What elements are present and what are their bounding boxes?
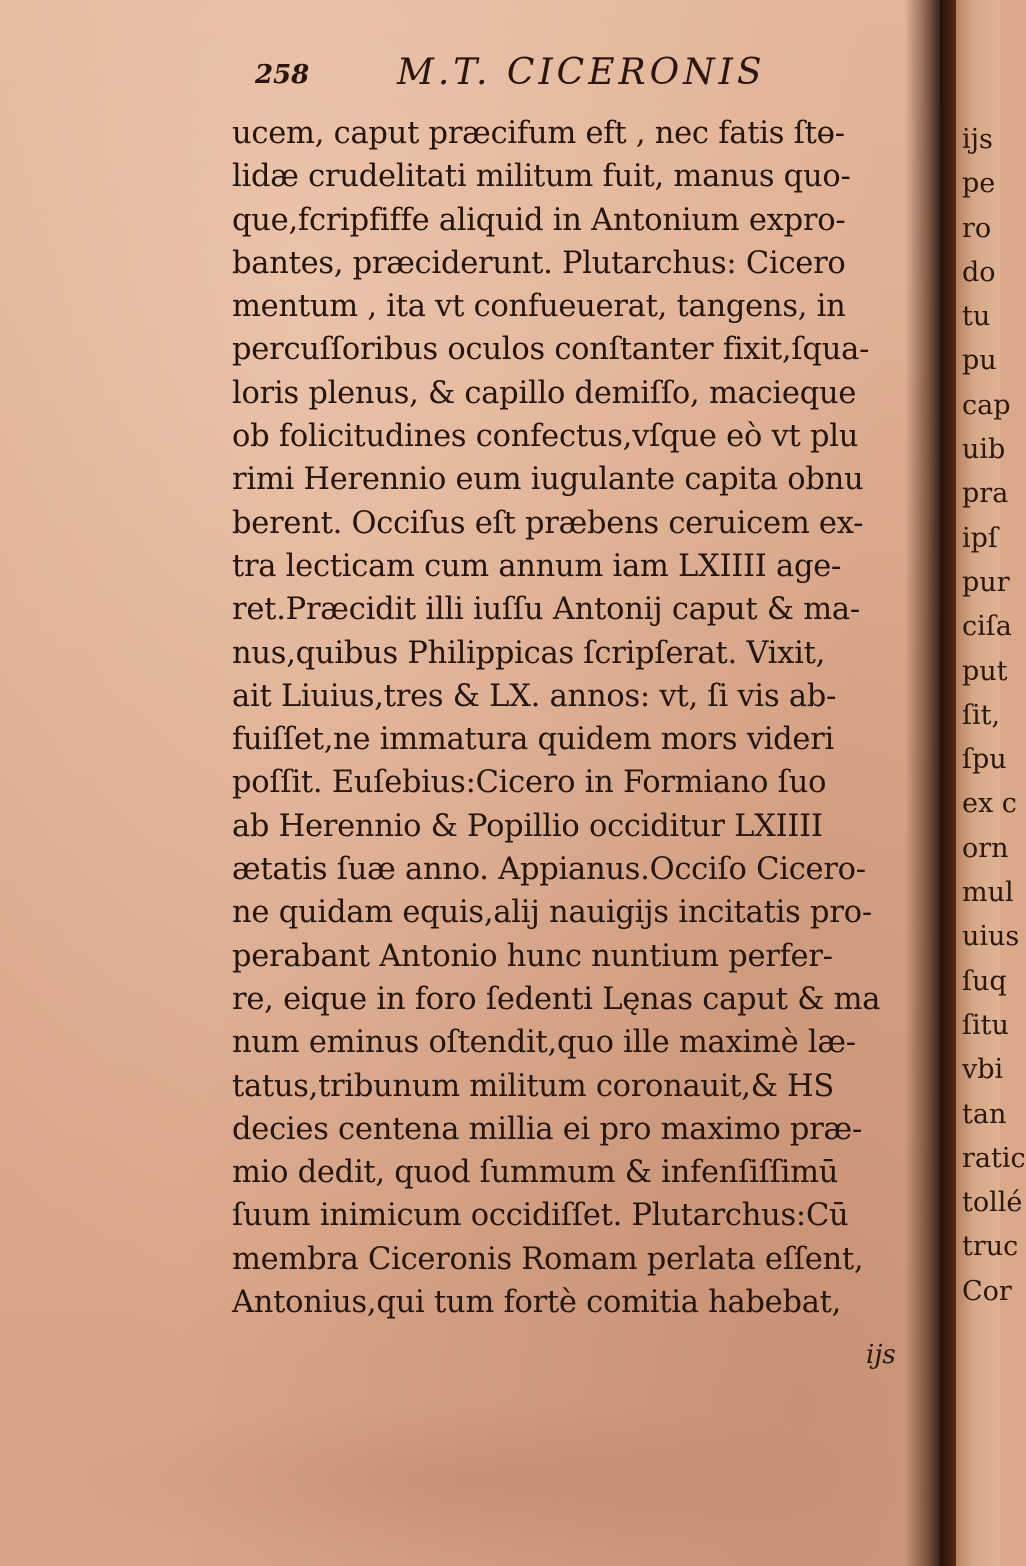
text-line: ait Liuius,tres & LX. annos: vt, ſi vis ab- — [232, 678, 837, 714]
facing-line: ciſa — [962, 611, 1012, 643]
catchword: ijs — [866, 1340, 896, 1370]
text-line: ab Herennio & Popillio occiditur LXIIII — [232, 808, 823, 844]
facing-line: tan — [962, 1098, 1007, 1130]
facing-line: pur — [962, 566, 1010, 598]
text-line: mio dedit, quod ſummum & infenſiſſimū — [232, 1155, 839, 1191]
text-line: re, eique in foro ſedenti Lęnas caput & ma — [232, 981, 881, 1017]
facing-line: tu — [962, 301, 991, 333]
facing-line: mul — [962, 877, 1014, 909]
text-line: percuſſoribus oculos conſtanter fixit,ſqua- — [232, 332, 870, 368]
facing-line: Cor — [962, 1275, 1012, 1307]
facing-line: tollé — [962, 1187, 1023, 1219]
text-line: tra lecticam cum annum iam LXIIII age- — [232, 548, 842, 584]
text-line: fuiſſet,ne immatura quidem mors videri — [232, 722, 835, 758]
facing-line: ipſ — [962, 522, 998, 554]
facing-page-edge — [956, 0, 1026, 1566]
facing-line: truc — [962, 1231, 1019, 1263]
facing-line: pu — [962, 345, 997, 377]
text-line: lidæ crudelitati militum fuit, manus quo- — [232, 159, 851, 195]
facing-line: pe — [962, 168, 996, 200]
text-line: membra Ciceronis Romam perlata eſſent, — [232, 1241, 864, 1277]
text-line: decies centena millia ei pro maximo præ- — [232, 1111, 863, 1147]
page-number: 258 — [255, 60, 310, 90]
facing-line: ſuq — [962, 965, 1007, 997]
facing-page-text — [962, 118, 1026, 1314]
facing-line: orn — [962, 832, 1009, 864]
text-line: num eminus oſtendit,quo ille maximè læ- — [232, 1025, 856, 1061]
facing-line: ſitu — [962, 1009, 1009, 1041]
text-line: ne quidam equis,alij nauigijs incitatis pro- — [232, 895, 872, 931]
page-header — [255, 52, 855, 102]
text-line: bantes, præciderunt. Plutarchus: Cicero — [232, 245, 846, 281]
facing-line: cap — [962, 389, 1011, 421]
facing-line: ijs — [962, 124, 993, 155]
book-spine — [940, 0, 956, 1566]
facing-line: uius — [962, 921, 1020, 953]
text-line: ret.Præcidit illi iuſſu Antonij caput & ma- — [232, 592, 860, 628]
text-line: ob folicitudines confectus,vſque eò vt plu — [232, 419, 859, 455]
running-head: M.T. CICERONIS — [397, 52, 766, 93]
facing-line: vbi — [962, 1054, 1004, 1086]
text-line: ucem, caput præcifum eft , nec fatis ſtɵ- — [232, 116, 845, 151]
facing-line: ſit, — [962, 699, 1001, 731]
text-line: que,fcripfiffe aliquid in Antonium expro- — [232, 202, 846, 238]
facing-line: ex c — [962, 788, 1017, 820]
text-line: loris plenus, & capillo demiſſo, macieque — [232, 375, 857, 411]
text-line: mentum , ita vt confueuerat, tangens, in — [232, 289, 846, 325]
page-gutter-shadow — [905, 0, 945, 1566]
text-line: rimi Herennio eum iugulante capita obnu — [232, 462, 864, 498]
text-line: nus,quibus Philippicas ſcripſerat. Vixit, — [232, 635, 826, 671]
body-text — [232, 112, 922, 1324]
text-line: poſſit. Euſebius:Cicero in Formiano ſuo — [232, 765, 827, 801]
facing-line: ro — [962, 212, 992, 244]
facing-line: put — [962, 655, 1008, 687]
facing-line: ratic — [962, 1142, 1026, 1174]
text-line: perabant Antonio hunc nuntium perfer- — [232, 938, 833, 974]
facing-line: ſpu — [962, 744, 1007, 776]
paper-stain — [60, 1400, 880, 1560]
text-line: ætatis ſuæ anno. Appianus.Occiſo Cicero- — [232, 852, 866, 888]
facing-line: do — [962, 256, 996, 288]
text-line: berent. Occiſus eſt præbens ceruicem ex- — [232, 505, 864, 541]
facing-line: uib — [962, 434, 1006, 466]
facing-line: pra — [962, 478, 1009, 510]
text-line: tatus,tribunum militum coronauit,& HS — [232, 1068, 834, 1104]
text-line: ſuum inimicum occidiſſet. Plutarchus:Cū — [232, 1198, 849, 1234]
text-line: Antonius,qui tum fortè comitia habebat, — [232, 1285, 842, 1321]
